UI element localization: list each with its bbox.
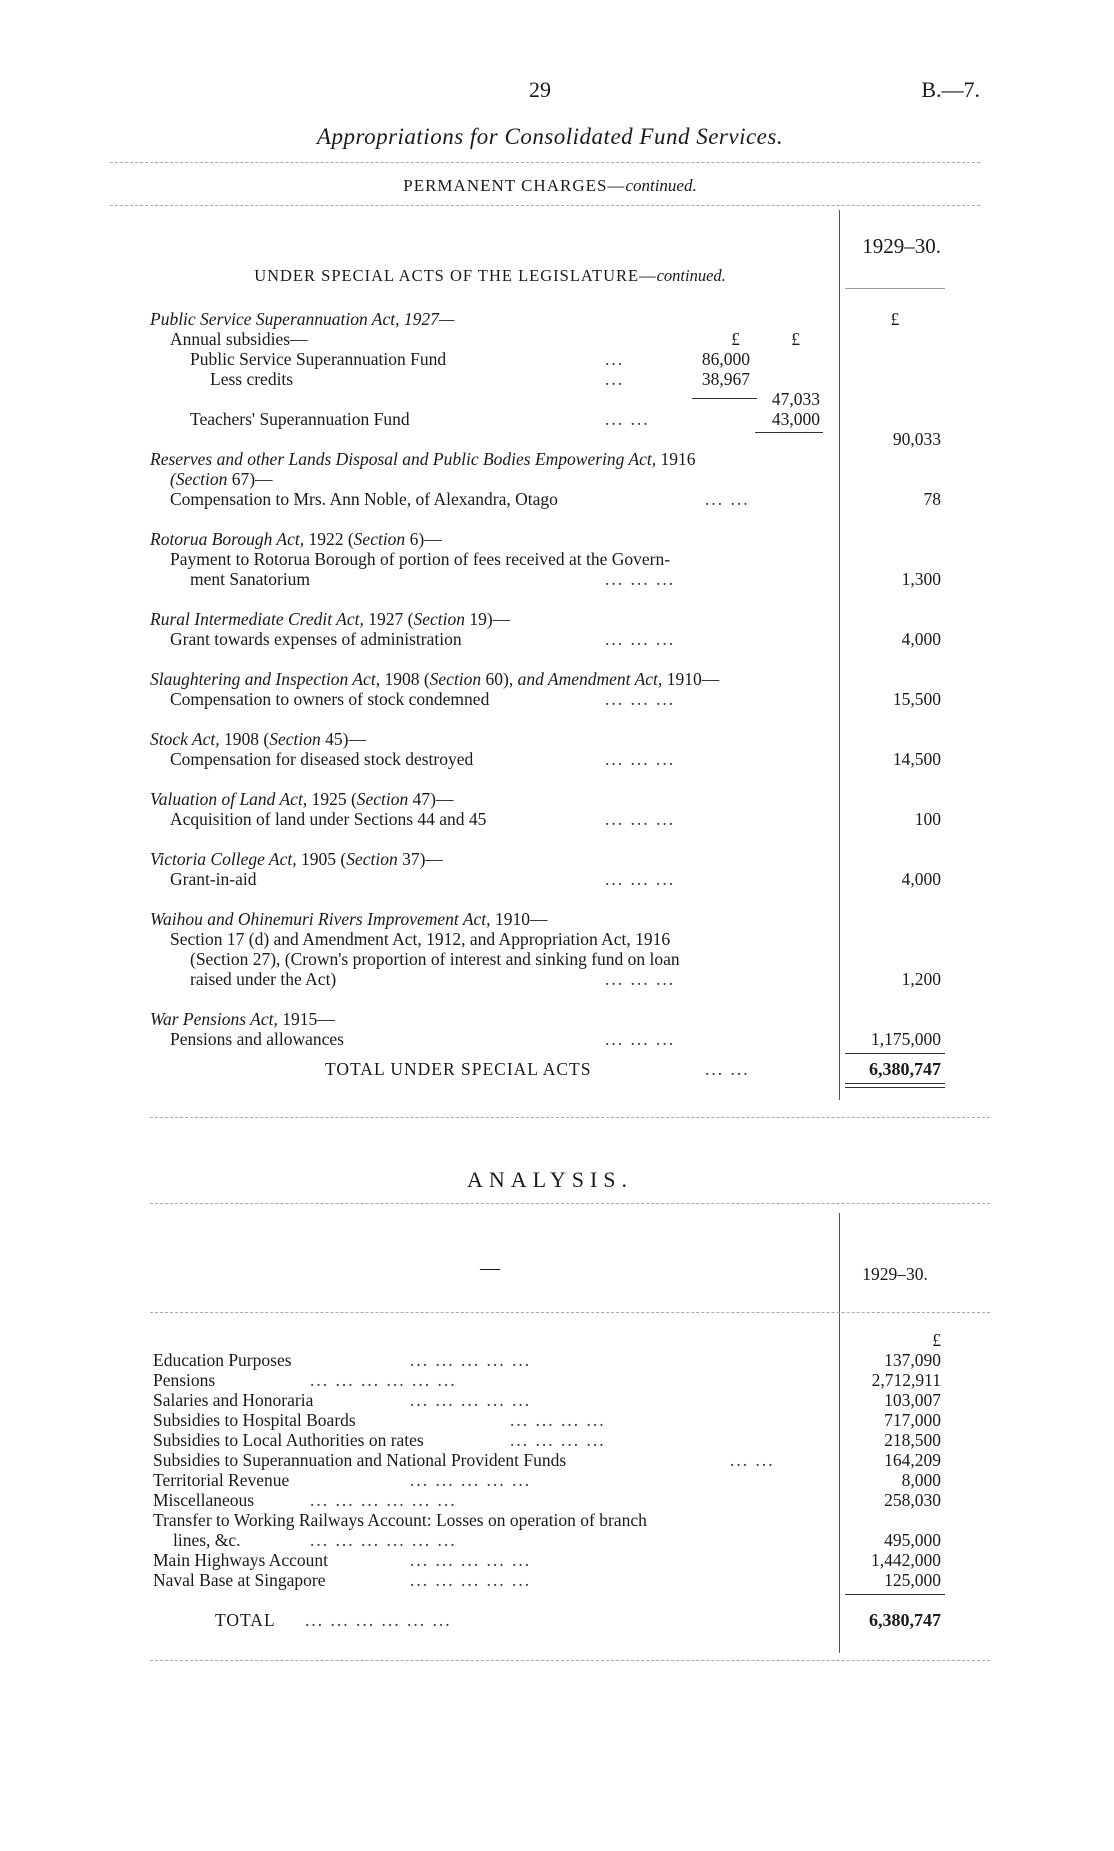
leader-dots: ... ... ...	[605, 569, 676, 589]
section-number: 60),	[481, 669, 518, 689]
leader-dots: ... ...	[605, 409, 650, 429]
leader-dots: ... ... ... ... ... ...	[310, 1490, 457, 1510]
leader-dots: ... ...	[730, 1450, 775, 1470]
naval-base-label: Naval Base at Singapore	[153, 1570, 326, 1590]
analysis-total-amount: 6,380,747	[869, 1610, 941, 1630]
amount-column-divider	[839, 210, 840, 1100]
analysis-row-label: Territorial Revenue	[153, 1470, 290, 1490]
analysis-row-label: Miscellaneous	[153, 1490, 255, 1510]
act-year: 1916	[656, 449, 696, 469]
total-top-rule	[845, 1053, 945, 1054]
analysis-top-rule	[150, 1203, 990, 1204]
leader-dots: ... ... ... ... ... ...	[310, 1370, 457, 1390]
act-name: Victoria College Act,	[150, 849, 297, 869]
highways-label: Main Highways Account	[153, 1550, 328, 1570]
superannuation-total: 90,033	[892, 429, 941, 449]
section-number: 45)—	[320, 729, 366, 749]
analysis-row-amount: 164,209	[884, 1450, 941, 1470]
act-year: 1910—	[490, 909, 548, 929]
item-amount: 15,500	[892, 689, 941, 709]
section-number: 19)—	[464, 609, 511, 629]
leader-dots: ... ... ... ...	[510, 1410, 606, 1430]
special-acts-heading	[150, 266, 830, 286]
act-title-war-pensions	[150, 1009, 335, 1029]
analysis-row-amount: 218,500	[884, 1430, 941, 1450]
document-reference: B.—7.	[921, 77, 980, 102]
item-description-line1: Payment to Rotorua Borough of portion of fees received at the Govern-	[170, 549, 671, 569]
special-acts-heading-caps: UNDER SPECIAL ACTS OF THE LEGISLATURE—	[254, 266, 657, 285]
railways-label-line2: lines, &c.	[173, 1530, 241, 1550]
section-word: (Section	[170, 469, 228, 489]
sum-rule	[755, 432, 823, 433]
analysis-row-amount: 137,090	[884, 1350, 941, 1370]
subtitle-rule	[110, 205, 980, 206]
analysis-total-rule	[845, 1594, 945, 1595]
page-title: Appropriations for Consolidated Fund Services.	[316, 124, 784, 149]
act-year: 1908 (	[219, 729, 270, 749]
section-word: Section	[346, 849, 398, 869]
section-number: 67)—	[227, 469, 273, 489]
item-description-line3: raised under the Act)	[190, 969, 337, 989]
item-amount: 14,500	[892, 749, 941, 769]
act-name: Slaughtering and Inspection Act,	[150, 669, 381, 689]
section-word: Section	[413, 609, 465, 629]
subtitle-caps: PERMANENT CHARGES—	[403, 176, 626, 195]
leader-dots: ... ...	[705, 489, 750, 509]
item-amount: 78	[923, 489, 941, 509]
item-description: Pensions and allowances	[170, 1029, 344, 1049]
leader-dots: ... ... ...	[605, 969, 676, 989]
amendment-act-year: 1910—	[662, 669, 720, 689]
act-section-reserves	[170, 469, 273, 489]
act-title-slaughtering	[150, 669, 719, 689]
act-year: 1922 (	[304, 529, 354, 549]
annual-subsidies-label: Annual subsidies—	[170, 329, 308, 349]
item-description: Grant towards expenses of administration	[170, 629, 462, 649]
item-amount: 1,200	[901, 969, 941, 989]
leader-dots: ... ... ... ...	[510, 1430, 606, 1450]
leader-dots: ...	[605, 369, 625, 389]
teachers-fund-amount: 43,000	[771, 409, 820, 429]
leader-dots: ... ... ...	[605, 869, 676, 889]
act-name: Stock Act,	[150, 729, 220, 749]
item-description: Compensation to Mrs. Ann Noble, of Alexandra, Otago	[170, 489, 558, 509]
item-description-line2: (Section 27), (Crown's proportion of interest and sinking fund on loan	[190, 949, 680, 969]
leader-dots: ... ... ...	[605, 749, 676, 769]
analysis-row-amount: 2,712,911	[871, 1370, 941, 1390]
currency-symbol: £	[890, 309, 900, 329]
analysis-row-label: Subsidies to Local Authorities on rates	[153, 1430, 424, 1450]
section-word: Section	[356, 789, 409, 809]
act-title-waihou	[150, 909, 547, 929]
highways-amount: 1,442,000	[871, 1550, 941, 1570]
less-credits-label: Less credits	[210, 369, 294, 389]
item-amount: 1,300	[901, 569, 941, 589]
act-year: 1925 (	[307, 789, 357, 809]
item-amount: 1,175,000	[871, 1029, 941, 1049]
section-word: Section	[269, 729, 321, 749]
section-word: Section	[353, 529, 406, 549]
naval-base-amount: 125,000	[884, 1570, 941, 1590]
act-name: Waihou and Ohinemuri Rivers Improvement Act,	[150, 909, 491, 929]
act-title-superannuation: Public Service Superannuation Act, 1927—	[150, 309, 455, 329]
analysis-title: ANALYSIS.	[466, 1167, 634, 1192]
amendment-act-name: and Amendment Act,	[517, 669, 663, 689]
leader-dots: ... ... ... ... ...	[410, 1570, 532, 1590]
analysis-row-amount: 103,007	[884, 1390, 941, 1410]
analysis-row-amount: 717,000	[884, 1410, 941, 1430]
item-description: Compensation for diseased stock destroyed	[170, 749, 474, 769]
section-separator	[150, 1117, 990, 1118]
psf-label: Public Service Superannuation Fund	[190, 349, 447, 369]
act-name: Rural Intermediate Credit Act,	[150, 609, 364, 629]
pound-column-1: £	[731, 329, 740, 349]
leader-dots: ... ... ... ... ... ...	[310, 1530, 457, 1550]
item-description: Compensation to owners of stock condemned	[170, 689, 490, 709]
total-double-rule-2	[845, 1087, 945, 1088]
act-title-victoria-college	[150, 849, 443, 869]
item-description-line1: Section 17 (d) and Amendment Act, 1912, and Appropriation Act, 1916	[170, 929, 671, 949]
railways-amount: 495,000	[884, 1530, 941, 1550]
act-name: Reserves and other Lands Disposal and Public Bodies Empowering Act,	[150, 449, 657, 469]
analysis-row-label: Pensions	[153, 1370, 216, 1390]
item-amount: 100	[914, 809, 941, 829]
leader-dots: ... ... ... ... ...	[410, 1390, 532, 1410]
analysis-column-divider	[839, 1213, 840, 1653]
act-title-rural-credit	[150, 609, 510, 629]
leader-dots: ... ... ...	[605, 809, 676, 829]
analysis-row-label: Subsidies to Superannuation and National Provident Funds	[153, 1450, 567, 1470]
analysis-header-rule	[150, 1312, 990, 1313]
item-description: Acquisition of land under Sections 44 and 45	[170, 809, 487, 829]
pound-column-2: £	[791, 329, 800, 349]
header-rule	[110, 162, 980, 163]
leader-dots: ... ...	[705, 1059, 750, 1079]
analysis-bottom-rule	[150, 1660, 990, 1661]
analysis-year-header: 1929–30.	[862, 1264, 928, 1284]
page-number: 29	[529, 77, 551, 102]
year-header-rule	[845, 288, 945, 289]
total-special-acts-amount: 6,380,747	[869, 1059, 941, 1079]
item-amount: 4,000	[901, 869, 941, 889]
act-title-valuation	[150, 789, 453, 809]
act-title-reserves	[150, 449, 696, 469]
total-double-rule-1	[845, 1083, 945, 1084]
act-year: 1905 (	[296, 849, 347, 869]
section-subtitle	[250, 176, 850, 196]
act-name: Rotorua Borough Act,	[150, 529, 305, 549]
section-number: 6)—	[405, 529, 442, 549]
psf-amount: 86,000	[701, 349, 750, 369]
analysis-row-label: Salaries and Honoraria	[153, 1390, 314, 1410]
year-column-header: 1929–30.	[862, 234, 941, 258]
net-superannuation-amount: 47,033	[771, 389, 820, 409]
act-name: Valuation of Land Act,	[150, 789, 308, 809]
railways-label-line1: Transfer to Working Railways Account: Losses on operation of branch	[153, 1510, 647, 1530]
analysis-row-label: Education Purposes	[153, 1350, 292, 1370]
act-title-stock	[150, 729, 366, 749]
teachers-fund-label: Teachers' Superannuation Fund	[190, 409, 410, 429]
section-number: 47)—	[408, 789, 454, 809]
section-word: Section	[429, 669, 482, 689]
leader-dots: ... ... ...	[605, 1029, 676, 1049]
total-special-acts-label: TOTAL UNDER SPECIAL ACTS	[325, 1059, 592, 1079]
act-year: 1915—	[277, 1009, 335, 1029]
analysis-row-label: Subsidies to Hospital Boards	[153, 1410, 356, 1430]
item-amount: 4,000	[901, 629, 941, 649]
analysis-row-amount: 258,030	[884, 1490, 941, 1510]
subtitle-italic: continued.	[625, 176, 697, 195]
item-description-line2: ment Sanatorium	[190, 569, 311, 589]
leader-dots: ... ... ... ... ...	[410, 1550, 532, 1570]
leader-dots: ...	[605, 349, 625, 369]
analysis-total-label: TOTAL	[215, 1610, 276, 1630]
act-title-rotorua	[150, 529, 442, 549]
special-acts-heading-italic: continued.	[656, 266, 726, 285]
analysis-row-amount: 8,000	[901, 1470, 941, 1490]
leader-dots: ... ... ...	[605, 689, 676, 709]
act-year: 1908 (	[380, 669, 430, 689]
item-description: Grant-in-aid	[170, 869, 257, 889]
column-header-dash: —	[480, 1257, 500, 1279]
section-number: 37)—	[397, 849, 443, 869]
act-year: 1927 (	[363, 609, 414, 629]
leader-dots: ... ... ... ... ...	[410, 1350, 532, 1370]
analysis-currency-symbol: £	[932, 1330, 941, 1350]
leader-dots: ... ... ...	[605, 629, 676, 649]
leader-dots: ... ... ... ... ...	[410, 1470, 532, 1490]
leader-dots: ... ... ... ... ... ...	[305, 1610, 452, 1630]
act-name: War Pensions Act,	[150, 1009, 278, 1029]
less-credits-amount: 38,967	[701, 369, 750, 389]
